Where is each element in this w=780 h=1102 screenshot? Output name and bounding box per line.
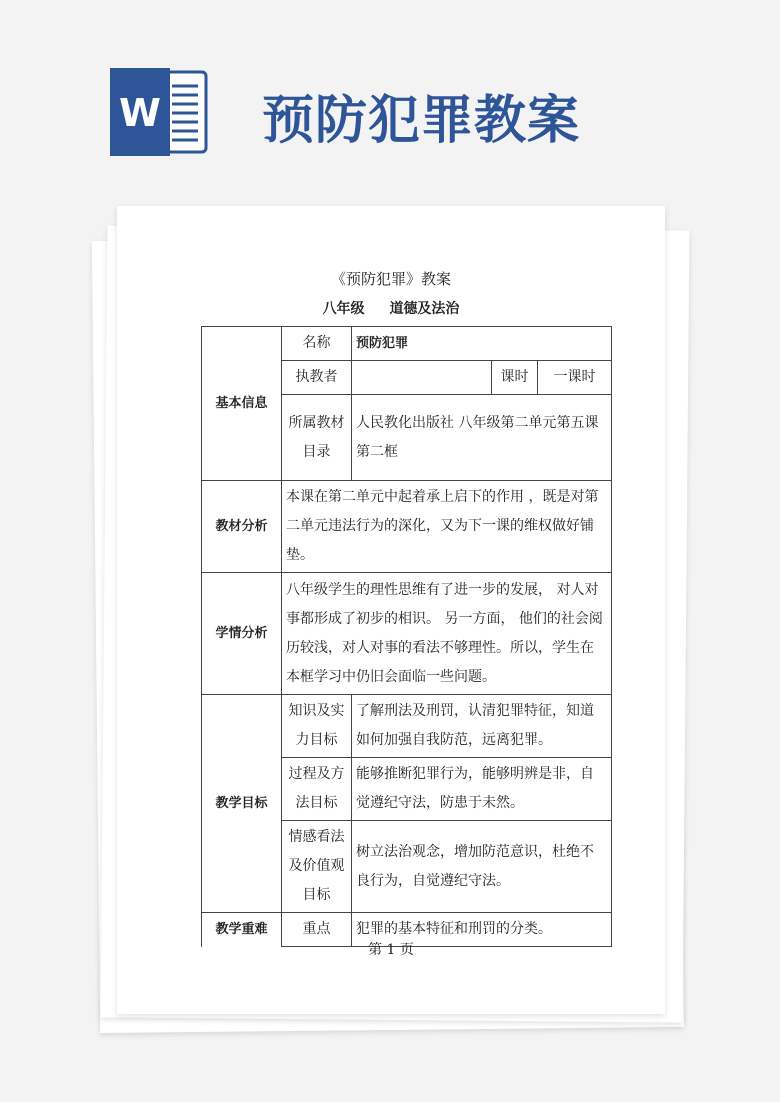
word-logo-icon (110, 68, 210, 156)
section-key-points: 教学重难 (202, 913, 282, 947)
student-analysis-text: 八年级学生的理性思维有了进一步的发展， 对人对事都形成了初步的相识。 另一方面， 他们的社会阅历较浅，对人对事的看法不够理性。所以，学生在本框学习中仍旧会面临一些问题。 (282, 573, 612, 695)
document-page (117, 206, 665, 1014)
banner-title: 预防犯罪教案 (262, 91, 581, 151)
section-basic-info: 基本信息 (202, 327, 282, 481)
logo-letter: W (119, 91, 161, 135)
document-heading: 《预防犯罪》教案 (330, 270, 451, 288)
goal-text: 了解刑法及刑罚，认清犯罪特征，知道如何加强自我防范，远离犯罪。 (352, 695, 612, 758)
teacher-label: 执教者 (282, 361, 352, 395)
catalog-value: 人民教化出版社 八年级第二单元第五课第二框 (352, 395, 612, 481)
hours-value: 一课时 (538, 361, 612, 395)
teacher-value (352, 361, 492, 395)
material-analysis-text: 本课在第二单元中起着承上启下的作用 ，既是对第二单元违法行为的深化，又为下一课的维权做好铺垫。 (282, 481, 612, 573)
goal-text: 树立法治观念，增加防范意识，杜绝不良行为，自觉遵纪守法。 (352, 821, 612, 913)
page-footer: 第 1 页 (368, 942, 414, 958)
goal-label: 情感看法及价值观目标 (282, 821, 352, 913)
hours-label: 课时 (492, 361, 538, 395)
document-subheading (117, 298, 665, 318)
goal-text: 能够推断犯罪行为，能够明辨是非，自觉遵纪守法，防患于未然。 (352, 758, 612, 821)
lesson-plan-table (201, 326, 612, 947)
key-point-label: 重点 (282, 913, 352, 947)
subject-label: 道德及法治 (389, 301, 460, 317)
key-point-text: 犯罪的基本特征和刑罚的分类。 (352, 913, 612, 947)
goal-label: 知识及实力目标 (282, 695, 352, 758)
goal-label: 过程及方法目标 (282, 758, 352, 821)
section-student-analysis: 学情分析 (202, 573, 282, 695)
grade-label: 八年级 (322, 301, 365, 317)
section-material-analysis: 教材分析 (202, 481, 282, 573)
section-teaching-goals: 教学目标 (202, 695, 282, 913)
catalog-label: 所属教材目录 (282, 395, 352, 481)
name-label: 名称 (282, 327, 352, 361)
name-value: 预防犯罪 (352, 327, 612, 361)
